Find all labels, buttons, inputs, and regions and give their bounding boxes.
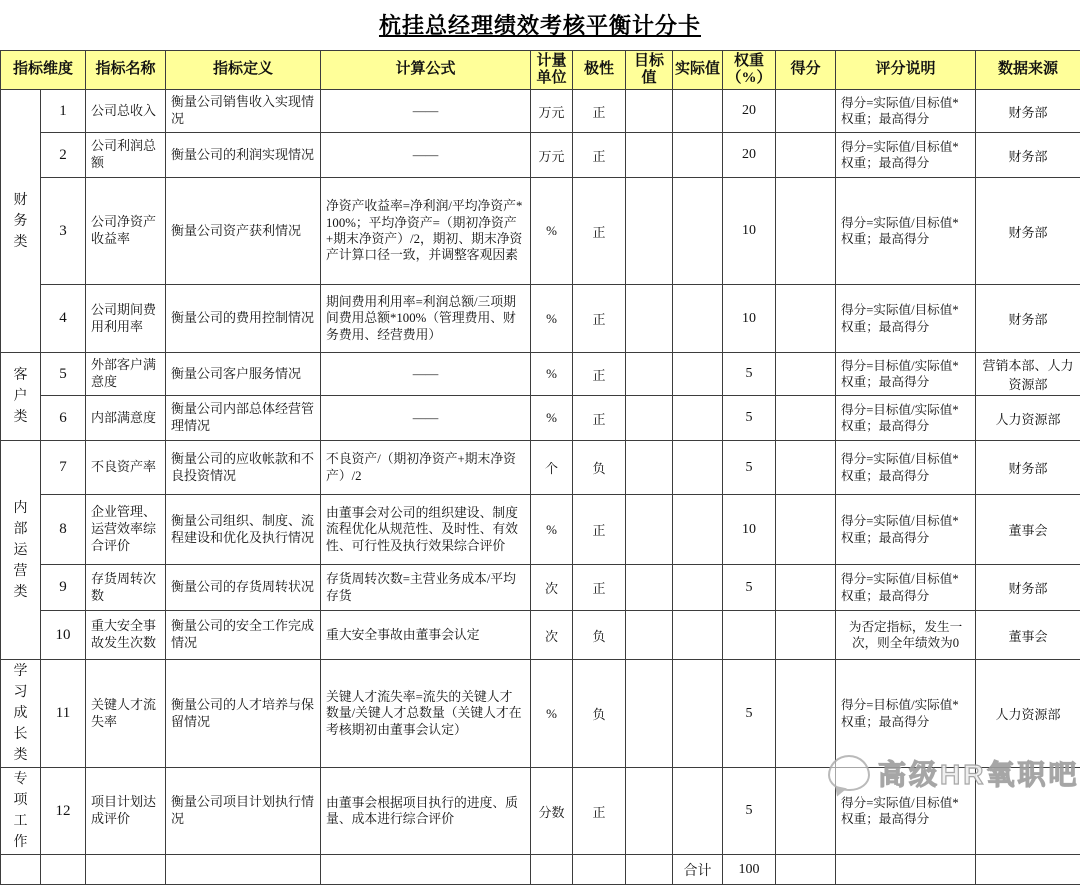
- cell-score: [776, 133, 836, 178]
- cell-no: 2: [41, 133, 86, 178]
- cell-score: [776, 90, 836, 133]
- total-label: 合计: [673, 855, 723, 885]
- cell-unit: %: [531, 285, 573, 353]
- cell-no: 9: [41, 565, 86, 611]
- cell-no: 12: [41, 768, 86, 855]
- cell-formula: ——: [321, 353, 531, 396]
- cell-target: [626, 495, 673, 565]
- cell-polarity: 负: [573, 611, 626, 660]
- cell-empty: [86, 855, 166, 885]
- cell-polarity: 正: [573, 353, 626, 396]
- cell-scoring: 得分=实际值/目标值*权重；最高得分: [836, 178, 976, 285]
- cell-source: 财务部: [976, 565, 1080, 611]
- cell-definition: 衡量公司的安全工作完成情况: [166, 611, 321, 660]
- total-row: [1, 855, 1080, 885]
- cell-name: 企业管理、运营效率综合评价: [86, 495, 166, 565]
- cell-target: [626, 396, 673, 441]
- cell-source: 营销本部、人力资源部: [976, 353, 1080, 396]
- cell-actual: [673, 285, 723, 353]
- cell-weight: [723, 611, 776, 660]
- cell-no: 7: [41, 441, 86, 495]
- cell-polarity: 正: [573, 285, 626, 353]
- cell-name: 重大安全事故发生次数: [86, 611, 166, 660]
- cell-scoring: 为否定指标，发生一次，则全年绩效为0: [836, 611, 976, 660]
- cell-unit: 万元: [531, 133, 573, 178]
- dimension-cell: 专项工作: [1, 768, 41, 855]
- cell-no: 8: [41, 495, 86, 565]
- cell-unit: %: [531, 353, 573, 396]
- cell-actual: [673, 178, 723, 285]
- cell-definition: 衡量公司组织、制度、流程建设和优化及执行情况: [166, 495, 321, 565]
- cell-actual: [673, 660, 723, 768]
- cell-polarity: 负: [573, 660, 626, 768]
- cell-target: [626, 133, 673, 178]
- table-row: [1, 441, 1080, 495]
- cell-formula: ——: [321, 90, 531, 133]
- table-row: [1, 178, 1080, 285]
- cell-actual: [673, 353, 723, 396]
- header-row: [1, 51, 1080, 90]
- cell-formula: 净资产收益率=净利润/平均净资产*100%；平均净资产=（期初净资产+期末净资产）/2，期初、期末净资产计算口径一致，并调整客观因素: [321, 178, 531, 285]
- cell-target: [626, 660, 673, 768]
- cell-formula: 重大安全事故由董事会认定: [321, 611, 531, 660]
- header-weight: 权重（%）: [723, 51, 776, 90]
- cell-weight: 5: [723, 396, 776, 441]
- cell-score: [776, 353, 836, 396]
- cell-actual: [673, 611, 723, 660]
- cell-source: 财务部: [976, 441, 1080, 495]
- cell-unit: 个: [531, 441, 573, 495]
- cell-score: [776, 178, 836, 285]
- cell-definition: 衡量公司内部总体经营管理情况: [166, 396, 321, 441]
- cell-empty: [41, 855, 86, 885]
- cell-source: 财务部: [976, 285, 1080, 353]
- cell-empty: [776, 855, 836, 885]
- cell-actual: [673, 495, 723, 565]
- header-source: 数据来源: [976, 51, 1080, 90]
- cell-score: [776, 565, 836, 611]
- cell-definition: 衡量公司销售收入实现情况: [166, 90, 321, 133]
- cell-name: 公司利润总额: [86, 133, 166, 178]
- cell-scoring: 得分=实际值/目标值*权重；最高得分: [836, 441, 976, 495]
- cell-polarity: 正: [573, 495, 626, 565]
- cell-polarity: 正: [573, 178, 626, 285]
- page-title: 杭挂总经理绩效考核平衡计分卡: [0, 9, 1080, 40]
- cell-source: 人力资源部: [976, 660, 1080, 768]
- cell-weight: 5: [723, 441, 776, 495]
- cell-empty: [626, 855, 673, 885]
- cell-scoring: 得分=目标值/实际值*权重；最高得分: [836, 660, 976, 768]
- cell-unit: %: [531, 178, 573, 285]
- table-row: [1, 768, 1080, 855]
- cell-weight: 10: [723, 495, 776, 565]
- header-polarity: 极性: [573, 51, 626, 90]
- cell-scoring: 得分=实际值/目标值*权重；最高得分: [836, 133, 976, 178]
- cell-no: 5: [41, 353, 86, 396]
- cell-no: 1: [41, 90, 86, 133]
- cell-definition: 衡量公司的存货周转状况: [166, 565, 321, 611]
- cell-actual: [673, 565, 723, 611]
- cell-formula: 由董事会对公司的组织建设、制度流程优化从规范性、及时性、有效性、可行性及执行效果综合评价: [321, 495, 531, 565]
- cell-source: 董事会: [976, 611, 1080, 660]
- cell-unit: 次: [531, 611, 573, 660]
- cell-scoring: 得分=实际值/目标值*权重；最高得分: [836, 495, 976, 565]
- cell-definition: 衡量公司客户服务情况: [166, 353, 321, 396]
- cell-weight: 5: [723, 353, 776, 396]
- dimension-cell: 内部运营类: [1, 441, 41, 660]
- cell-polarity: 正: [573, 396, 626, 441]
- cell-name: 不良资产率: [86, 441, 166, 495]
- cell-name: 外部客户满意度: [86, 353, 166, 396]
- cell-formula: 存货周转次数=主营业务成本/平均存货: [321, 565, 531, 611]
- dimension-cell: 学习成长类: [1, 660, 41, 768]
- cell-formula: 不良资产/（期初净资产+期末净资产）/2: [321, 441, 531, 495]
- header-score: 得分: [776, 51, 836, 90]
- cell-empty: [531, 855, 573, 885]
- cell-actual: [673, 396, 723, 441]
- table-body: [1, 90, 1080, 855]
- header-actual: 实际值: [673, 51, 723, 90]
- cell-formula: ——: [321, 133, 531, 178]
- cell-target: [626, 353, 673, 396]
- cell-score: [776, 396, 836, 441]
- cell-scoring: 得分=目标值/实际值*权重；最高得分: [836, 353, 976, 396]
- table-row: [1, 353, 1080, 396]
- cell-weight: 5: [723, 768, 776, 855]
- cell-score: [776, 495, 836, 565]
- watermark-text: 高级HR氧职吧: [878, 753, 1079, 793]
- cell-weight: 5: [723, 565, 776, 611]
- cell-definition: 衡量公司项目计划执行情况: [166, 768, 321, 855]
- cell-weight: 10: [723, 178, 776, 285]
- cell-score: [776, 660, 836, 768]
- cell-polarity: 正: [573, 133, 626, 178]
- cell-actual: [673, 441, 723, 495]
- cell-name: 项目计划达成评价: [86, 768, 166, 855]
- cell-empty: [836, 855, 976, 885]
- cell-polarity: 正: [573, 565, 626, 611]
- cell-definition: 衡量公司的利润实现情况: [166, 133, 321, 178]
- cell-name: 公司净资产收益率: [86, 178, 166, 285]
- cell-formula: 由董事会根据项目执行的进度、质量、成本进行综合评价: [321, 768, 531, 855]
- cell-source: 财务部: [976, 178, 1080, 285]
- cell-definition: 衡量公司的人才培养与保留情况: [166, 660, 321, 768]
- cell-unit: 万元: [531, 90, 573, 133]
- cell-empty: [1, 855, 41, 885]
- cell-score: [776, 285, 836, 353]
- header-target: 目标值: [626, 51, 673, 90]
- cell-target: [626, 611, 673, 660]
- header-dimension: 指标维度: [1, 51, 86, 90]
- cell-target: [626, 768, 673, 855]
- cell-formula: 关键人才流失率=流失的关键人才数量/关键人才总数量（关键人才在考核期初由董事会认定）: [321, 660, 531, 768]
- cell-source: 财务部: [976, 133, 1080, 178]
- cell-target: [626, 565, 673, 611]
- cell-definition: 衡量公司资产获利情况: [166, 178, 321, 285]
- cell-scoring: 得分=目标值/实际值*权重；最高得分: [836, 396, 976, 441]
- cell-scoring: 得分=实际值/目标值*权重；最高得分: [836, 285, 976, 353]
- cell-actual: [673, 90, 723, 133]
- cell-polarity: 正: [573, 90, 626, 133]
- table-row: [1, 660, 1080, 768]
- table-row: [1, 396, 1080, 441]
- cell-unit: 分数: [531, 768, 573, 855]
- header-name: 指标名称: [86, 51, 166, 90]
- cell-definition: 衡量公司的费用控制情况: [166, 285, 321, 353]
- cell-score: [776, 441, 836, 495]
- table-row: [1, 611, 1080, 660]
- cell-empty: [976, 855, 1080, 885]
- cell-actual: [673, 133, 723, 178]
- cell-polarity: 负: [573, 441, 626, 495]
- cell-source: 财务部: [976, 90, 1080, 133]
- cell-no: 3: [41, 178, 86, 285]
- cell-weight: 10: [723, 285, 776, 353]
- dimension-cell: 财务类: [1, 90, 41, 353]
- cell-no: 10: [41, 611, 86, 660]
- cell-weight: 5: [723, 660, 776, 768]
- cell-unit: %: [531, 396, 573, 441]
- cell-unit: %: [531, 495, 573, 565]
- cell-name: 存货周转次数: [86, 565, 166, 611]
- table-row: [1, 285, 1080, 353]
- cell-name: 内部满意度: [86, 396, 166, 441]
- cell-formula: 期间费用利用率=利润总额/三项期间费用总额*100%（管理费用、财务费用、经营费用）: [321, 285, 531, 353]
- cell-polarity: 正: [573, 768, 626, 855]
- table-row: [1, 495, 1080, 565]
- cell-definition: 衡量公司的应收帐款和不良投资情况: [166, 441, 321, 495]
- cell-scoring: 得分=实际值/目标值*权重；最高得分: [836, 90, 976, 133]
- cell-empty: [573, 855, 626, 885]
- header-definition: 指标定义: [166, 51, 321, 90]
- cell-name: 公司总收入: [86, 90, 166, 133]
- cell-name: 关键人才流失率: [86, 660, 166, 768]
- cell-source: 董事会: [976, 495, 1080, 565]
- header-scoring: 评分说明: [836, 51, 976, 90]
- cell-weight: 20: [723, 90, 776, 133]
- table-row: [1, 90, 1080, 133]
- cell-target: [626, 285, 673, 353]
- cell-score: [776, 611, 836, 660]
- cell-score: [776, 768, 836, 855]
- header-formula: 计算公式: [321, 51, 531, 90]
- cell-scoring: 得分=实际值/目标值*权重；最高得分: [836, 565, 976, 611]
- cell-weight: 20: [723, 133, 776, 178]
- cell-no: 11: [41, 660, 86, 768]
- cell-source: [976, 768, 1080, 855]
- cell-actual: [673, 768, 723, 855]
- cell-target: [626, 178, 673, 285]
- scorecard-table: [0, 50, 1080, 885]
- cell-target: [626, 90, 673, 133]
- total-weight-value: 100: [723, 855, 776, 885]
- cell-no: 4: [41, 285, 86, 353]
- cell-no: 6: [41, 396, 86, 441]
- cell-empty: [166, 855, 321, 885]
- table-row: [1, 133, 1080, 178]
- cell-formula: ——: [321, 396, 531, 441]
- header-unit: 计量单位: [531, 51, 573, 90]
- cell-unit: %: [531, 660, 573, 768]
- cell-scoring: 得分=实际值/目标值*权重；最高得分: [836, 768, 976, 855]
- cell-name: 公司期间费用利用率: [86, 285, 166, 353]
- cell-target: [626, 441, 673, 495]
- cell-empty: [321, 855, 531, 885]
- table-row: [1, 565, 1080, 611]
- dimension-cell: 客户类: [1, 353, 41, 441]
- cell-source: 人力资源部: [976, 396, 1080, 441]
- cell-unit: 次: [531, 565, 573, 611]
